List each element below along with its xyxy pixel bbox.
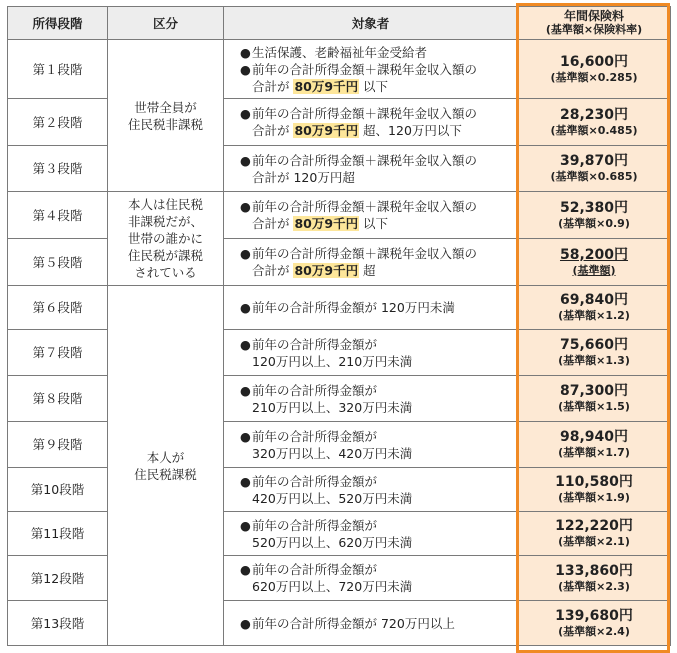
bullet-icon: ● [240, 44, 251, 60]
fee-calc: (基準額×1.2) [558, 309, 630, 322]
fee-cell [518, 330, 671, 376]
group-label-line: 世帯の誰かに [127, 231, 203, 246]
bullet-icon: ● [240, 382, 251, 398]
target-text: 合計が 80万9千円 超、120万円以下 [252, 123, 462, 138]
group-label-line: 世帯全員が [134, 99, 197, 115]
header-target: 対象者 [224, 7, 518, 40]
group-label-line: 住民税が課税 [127, 248, 203, 263]
bullet-icon: ● [240, 61, 251, 77]
target-text: 210万円以上、320万円未満 [252, 399, 413, 415]
fee-cell [518, 422, 671, 468]
target-cell [224, 556, 518, 601]
group-label-line: 住民税非課税 [127, 116, 203, 132]
target-text: 前年の合計所得金額が [252, 382, 378, 398]
target-text: 前年の合計所得金額＋課税年金収入額の [252, 106, 478, 121]
target-cell [224, 239, 518, 286]
bullet-icon: ● [240, 517, 251, 533]
fee-amount: 28,230円 [559, 106, 629, 123]
target-cell [224, 601, 518, 646]
table-row [8, 330, 671, 376]
table-row [8, 192, 671, 239]
target-text: 前年の合計所得金額が 120万円未満 [252, 300, 455, 315]
header-row [8, 7, 671, 40]
target-text: 前年の合計所得金額が [252, 336, 378, 352]
fee-cell [518, 192, 671, 239]
tier-cell: 第１段階 [8, 40, 108, 99]
group-label-line: 住民税課税 [134, 466, 197, 482]
table-row [8, 468, 671, 512]
fee-cell [518, 286, 671, 330]
fee-calc: (基準額×0.285) [550, 70, 638, 84]
table-row [8, 422, 671, 468]
bullet-icon: ● [240, 152, 251, 168]
tier-cell: 第13段階 [8, 601, 108, 646]
bullet-icon: ● [240, 428, 251, 444]
target-text: 620万円以上、720万円未満 [252, 579, 413, 594]
target-text: 合計が 80万9千円 以下 [252, 78, 389, 94]
group-cell-household-taxed [108, 192, 224, 286]
bullet-icon: ● [240, 246, 251, 261]
fee-calc: (基準額×2.1) [558, 535, 630, 548]
target-text: 合計が 80万9千円 超 [252, 263, 376, 278]
target-cell [224, 99, 518, 146]
target-cell [224, 330, 518, 376]
fee-amount: 52,380円 [559, 199, 629, 216]
fee-amount: 58,200円 [559, 246, 629, 263]
tier-cell: 第９段階 [8, 422, 108, 468]
target-text: 前年の合計所得金額＋課税年金収入額の [252, 61, 478, 77]
tier-cell: 第10段階 [8, 468, 108, 512]
bullet-icon: ● [240, 336, 251, 352]
fee-cell [518, 556, 671, 601]
fee-amount: 122,220円 [555, 518, 633, 534]
fee-cell [518, 601, 671, 646]
target-text: 前年の合計所得金額が [252, 517, 378, 533]
highlight-amount: 80万9千円 [294, 123, 359, 138]
group-label-line: 非課税だが、 [127, 214, 203, 229]
group-label-line: 本人は住民税 [127, 197, 203, 212]
fee-calc: (基準額×0.685) [550, 170, 638, 183]
highlight-amount: 80万9千円 [294, 216, 359, 231]
fee-cell [518, 146, 671, 192]
fee-amount: 133,860円 [555, 562, 633, 579]
target-cell [224, 286, 518, 330]
target-text: 前年の合計所得金額が [252, 428, 378, 444]
highlight-amount: 80万9千円 [294, 78, 359, 94]
target-cell [224, 468, 518, 512]
premium-table [7, 6, 671, 646]
group-cell-self-taxed [108, 286, 224, 646]
table-row [8, 40, 671, 99]
fee-calc: (基準額) [572, 263, 616, 277]
fee-amount: 39,870円 [559, 153, 629, 169]
target-text: 前年の合計所得金額＋課税年金収入額の [252, 152, 478, 168]
fee-amount: 69,840円 [559, 292, 629, 308]
fee-cell [518, 40, 671, 99]
fee-cell [518, 99, 671, 146]
target-cell [224, 192, 518, 239]
group-cell-household-exempt [108, 40, 224, 192]
bullet-icon: ● [240, 473, 251, 489]
target-text: 前年の合計所得金額＋課税年金収入額の [252, 199, 478, 214]
table-row [8, 556, 671, 601]
tier-cell: 第２段階 [8, 99, 108, 146]
group-label-line: されている [134, 265, 197, 280]
target-cell [224, 146, 518, 192]
header-fee [518, 7, 671, 40]
fee-calc: (基準額×2.4) [558, 624, 630, 638]
target-text: 合計が 80万9千円 以下 [252, 216, 389, 231]
fee-cell-base [518, 239, 671, 286]
fee-calc: (基準額×1.9) [558, 491, 630, 504]
table-row [8, 99, 671, 146]
target-text: 合計が 120万円超 [252, 169, 355, 185]
fee-calc: (基準額×1.3) [558, 354, 630, 367]
target-cell [224, 40, 518, 99]
fee-amount: 139,680円 [555, 607, 633, 624]
target-text: 320万円以上、420万円未満 [252, 445, 413, 461]
fee-cell [518, 512, 671, 556]
target-text: 生活保護、老齢福祉年金受給者 [252, 44, 428, 60]
tier-cell: 第７段階 [8, 330, 108, 376]
table-row [8, 601, 671, 646]
tier-cell: 第５段階 [8, 239, 108, 286]
fee-calc: (基準額×2.3) [558, 579, 630, 593]
target-text: 120万円以上、210万円未満 [252, 353, 413, 369]
fee-calc: (基準額×0.9) [558, 216, 630, 230]
bullet-icon: ● [240, 106, 251, 121]
bullet-icon: ● [240, 562, 251, 577]
fee-cell [518, 376, 671, 422]
target-text: 前年の合計所得金額が [252, 473, 378, 489]
target-text: 520万円以上、620万円未満 [252, 534, 413, 550]
group-label-line: 本人が [146, 449, 185, 465]
tier-cell: 第６段階 [8, 286, 108, 330]
fee-amount: 75,660円 [559, 337, 629, 353]
table-row [8, 239, 671, 286]
bullet-icon: ● [240, 199, 251, 214]
highlight-amount: 80万9千円 [294, 263, 359, 278]
fee-amount: 87,300円 [559, 383, 629, 399]
header-kubun: 区分 [108, 7, 224, 40]
target-cell [224, 376, 518, 422]
fee-amount: 110,580円 [555, 474, 633, 490]
fee-amount: 98,940円 [559, 429, 629, 445]
table-row [8, 512, 671, 556]
header-fee-sub: (基準額×保険料率) [545, 23, 643, 36]
tier-cell: 第３段階 [8, 146, 108, 192]
target-text: 前年の合計所得金額が 720万円以上 [252, 615, 455, 631]
target-cell [224, 512, 518, 556]
target-text: 前年の合計所得金額＋課税年金収入額の [252, 246, 478, 261]
fee-calc: (基準額×1.5) [558, 400, 630, 413]
fee-amount: 16,600円 [559, 53, 629, 70]
table-row [8, 146, 671, 192]
header-tier: 所得段階 [8, 7, 108, 40]
bullet-icon: ● [240, 615, 251, 631]
tier-cell: 第８段階 [8, 376, 108, 422]
fee-calc: (基準額×0.485) [550, 123, 638, 137]
table-row [8, 286, 671, 330]
target-cell [224, 422, 518, 468]
target-text: 420万円以上、520万円未満 [252, 490, 413, 506]
fee-calc: (基準額×1.7) [558, 446, 630, 459]
tier-cell: 第12段階 [8, 556, 108, 601]
tier-cell: 第11段階 [8, 512, 108, 556]
fee-cell [518, 468, 671, 512]
tier-cell: 第４段階 [8, 192, 108, 239]
table-row [8, 376, 671, 422]
header-fee-title: 年間保険料 [563, 9, 624, 23]
target-text: 前年の合計所得金額が [252, 562, 378, 577]
bullet-icon: ● [240, 300, 251, 315]
